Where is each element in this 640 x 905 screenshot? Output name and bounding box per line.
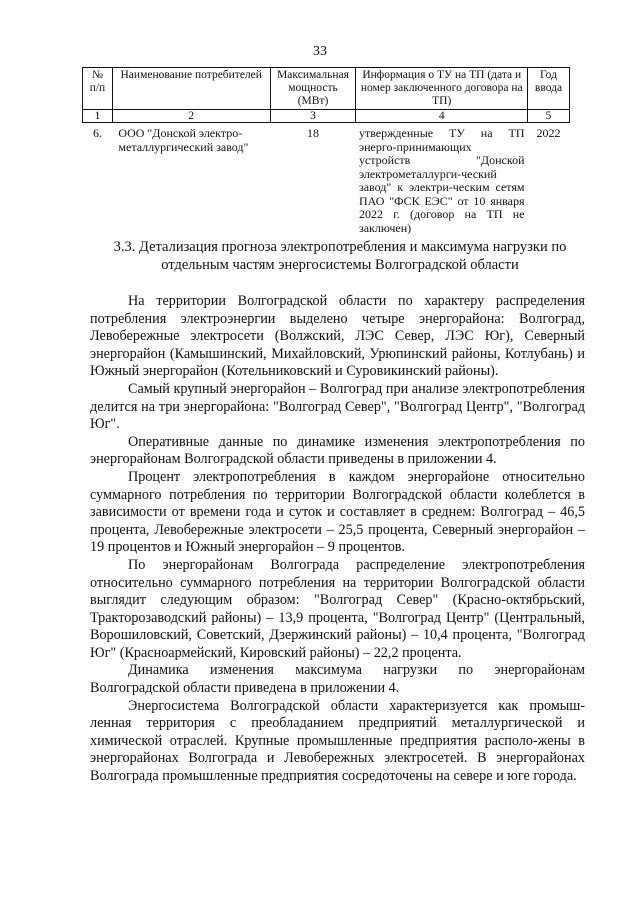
column-number: 2: [112, 110, 270, 123]
column-number: 1: [83, 110, 113, 123]
header-year: Год ввода: [528, 68, 570, 110]
row-tu-info: утвержденные ТУ на ТП энерго-принимающих устройств "Донской электрометаллурги-ческий завод" к электри-ческим сетям ПАО "ФСК ЕЭС" от 10 января 2022 г. (договор на ТП не заключен): [358, 126, 525, 235]
row-year: 2022: [536, 126, 561, 140]
table-row: [83, 123, 570, 237]
paragraph: Процент электропотребления в каждом энергорайоне относительно суммарного потребления по территории Волгоградской области колеблется в зависимости от времени года и суток и составляет в среднем: Волгоград – 46,5 процента, Левобережные электросети – 25,5 процента, Северный энергорайон – 19 процентов и Южный энергорайон – 9 процентов.: [90, 468, 585, 556]
row-max-power: 18: [307, 126, 319, 140]
paragraph: Динамика изменения максимума нагрузки по энергорайонам Волгоградской области приведена в приложении 4.: [90, 662, 585, 697]
section-heading: 3.3. Детализация прогноза электропотребления и максимума нагрузки по отдельным частям энергосистемы Волгоградской области: [113, 239, 567, 273]
row-num: 6.: [92, 126, 102, 140]
row-consumer-name: ООО "Донской электро-металлургический завод": [118, 126, 249, 154]
header-num: № п/п: [83, 68, 113, 110]
column-number: 3: [270, 110, 356, 123]
column-number-row: [83, 110, 570, 123]
paragraph: Оперативные данные по динамике изменения электропотребления по энергорайонам Волгоградской области приведены в приложении 4.: [90, 433, 585, 468]
table-header-row: [83, 68, 570, 110]
paragraph: По энергорайонам Волгограда распределение электропотребления относительно суммарного потребления на территории Волгоградской области выглядит следующим образом: "Волгоград Север" (Красно-октябрьский, Тракторозаводский районы) – 13,9 процента, "Волгоград Центр" (Центральный, Ворошиловский, Советский, Дзержинский районы) – 10,4 процента, "Волгоград Юг" (Красноармейский, Кировский районы) – 22,2 процента.: [90, 556, 585, 661]
page-number: 33: [313, 44, 327, 59]
header-tu-info: Информация о ТУ на ТП (дата и номер заключенного договора на ТП): [356, 68, 528, 110]
header-consumer-name: Наименование потребителей: [112, 68, 270, 110]
paragraph: Самый крупный энергорайон – Волгоград при анализе электропотребления делится на три энергорайона: "Волгоград Север", "Волгоград Центр", "Волгоград Юг".: [90, 380, 585, 433]
section-body: [90, 293, 585, 786]
consumers-table: [82, 67, 570, 236]
header-max-power: Максимальная мощность (МВт): [270, 68, 356, 110]
column-number: 5: [528, 110, 570, 123]
paragraph: На территории Волгоградской области по характеру распределения потребления электроэнергии выделено четыре энергорайона: Волгоград, Левобережные электросети (Волжский, ЛЭС Север, ЛЭС Юг), Северный энергорайон (Камышинский, Михайловский, Урюпинский районы, Котлубань) и Южный энергорайон (Котельниковский и Суровикинский районы).: [90, 293, 585, 380]
paragraph: Энергосистема Волгоградской области характеризуется как промыш-ленная территория с преобладанием предприятий металлургической и химической отраслей. Крупные промышленные предприятия располо-жены в энергорайонах Волгограда и Левобережных электросетей. В энергорайонах Волгограда промышленные предприятия сосредоточены на севере и юге города.: [90, 697, 585, 785]
column-number: 4: [356, 110, 528, 123]
